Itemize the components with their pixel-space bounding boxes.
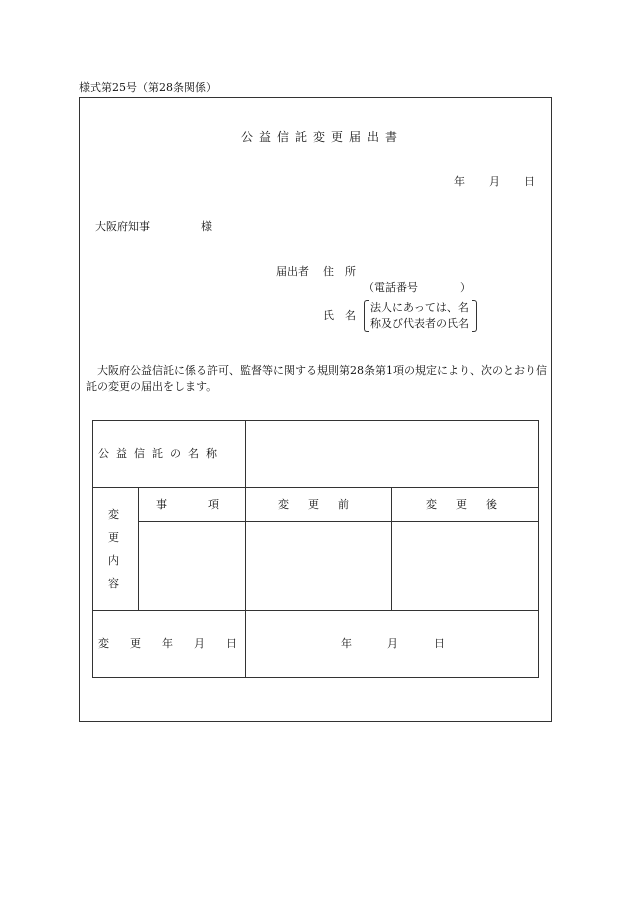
table-row-divider [92,487,539,488]
name-note-bracket-right [472,300,477,332]
applicant-label: 届出者 [276,265,309,278]
table-left-border [92,420,93,677]
name-note-line1: 法人にあっては、名 [370,301,469,314]
change-content-char: 変 [108,508,119,521]
change-content-char: 更 [108,531,119,544]
after-value-cell[interactable] [393,523,537,609]
table-right-border [538,420,539,677]
change-date-day: 日 [434,637,445,650]
change-content-char: 内 [108,554,119,567]
table-column-divider [245,420,246,677]
change-date-month: 月 [387,637,398,650]
table-top-border [92,420,539,421]
after-header: 変 更 後 [426,498,501,511]
body-paragraph: 大阪府公益信託に係る許可、監督等に関する規則第28条第1項の規定により、次のとおり信託の変更の届出をします。 [86,364,547,393]
header-date-year: 年 [454,175,465,188]
form-frame [79,97,552,722]
header-date-month: 月 [489,175,500,188]
change-date-year: 年 [341,637,352,650]
change-content-char: 容 [108,577,119,590]
trust-name-label: 公益信託の名称 [98,447,224,460]
change-date-label: 変 更 年 月 日 [98,637,242,650]
phone-close: ） [460,281,471,294]
table-row-divider [92,610,539,611]
document-title: 公益信託変更届出書 [241,130,404,144]
table-column-divider [391,487,392,610]
table-header-divider [138,521,539,522]
name-label: 氏 名 [323,309,356,322]
item-header: 事 項 [156,498,221,511]
phone-open: （電話番号 [363,281,418,294]
name-note-line2: 称及び代表者の氏名 [370,317,469,330]
addressee-name: 大阪府知事 [95,220,150,233]
addressee-honorific: 様 [201,220,212,233]
header-date-day: 日 [524,175,535,188]
before-value-cell[interactable] [247,523,390,609]
address-label: 住 所 [323,265,356,278]
before-header: 変 更 前 [278,498,353,511]
name-note-bracket-left [364,300,369,332]
trust-name-value-cell[interactable] [247,422,537,486]
table-column-divider [138,487,139,610]
table-bottom-border [92,677,539,678]
item-value-cell[interactable] [140,523,244,609]
form-label: 様式第25号（第28条関係） [79,81,217,94]
